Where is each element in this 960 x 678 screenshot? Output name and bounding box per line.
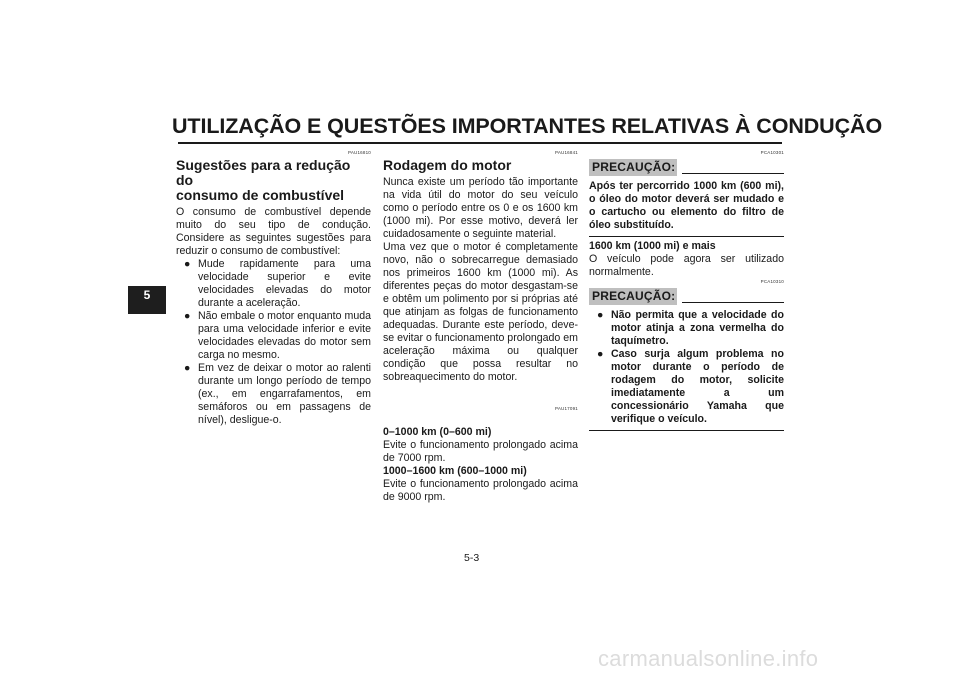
section-heading <box>176 158 371 203</box>
list-item <box>589 348 784 426</box>
paragraph: Evite o funcionamento prolongado acima de 9000 rpm. <box>383 478 578 503</box>
tips-list <box>176 258 371 427</box>
section-code: PAU16841 <box>554 150 578 155</box>
bullet-icon: ● <box>597 309 604 321</box>
caution-rule <box>682 302 784 303</box>
list-item <box>589 309 784 348</box>
column-fuel-tips <box>176 150 371 427</box>
section-code: PCA10301 <box>760 150 784 155</box>
caution-header <box>589 159 784 176</box>
subheading: 1000–1600 km (600–1000 mi) <box>383 465 527 477</box>
bullet-icon: ● <box>597 348 604 360</box>
caution-list <box>589 309 784 426</box>
section-code: PCA10310 <box>760 279 784 284</box>
list-item-text: Não permita que a velocidade do motor atinja a zona vermelha do taquímetro. <box>611 309 784 347</box>
column-cautions <box>589 150 784 431</box>
subheading: 0–1000 km (0–600 mi) <box>383 426 492 438</box>
page-number: 5-3 <box>464 552 480 564</box>
caution-end-rule <box>589 236 784 237</box>
list-item-text: Em vez de deixar o motor ao ralenti durante um longo período de tempo (ex., em engarrafamentos, em semáforos ou em passagens de nível), desligue-o. <box>198 362 371 426</box>
caution-label: PRECAUÇÃO: <box>589 159 677 176</box>
section-heading: Rodagem do motor <box>383 157 512 173</box>
intro-paragraph: O consumo de combustível depende muito do seu tipo de condução. Considere as seguintes sugestões para reduzir o consumo de combustível: <box>176 206 371 257</box>
subheading: 1600 km (1000 mi) e mais <box>589 240 716 252</box>
caution-rule <box>682 173 784 174</box>
section-code: PAU16810 <box>347 150 371 155</box>
bullet-icon: ● <box>184 258 191 270</box>
chapter-tab: 5 <box>128 286 166 314</box>
list-item-text: Não embale o motor enquanto muda para uma velocidade inferior e evite velocidades elevadas do motor sem carga no mesmo. <box>198 310 371 361</box>
list-item <box>176 258 371 310</box>
section-code: PAU17091 <box>554 406 578 411</box>
caution-end-rule <box>589 430 784 431</box>
paragraph: Uma vez que o motor é completamente novo, não o sobrecarregue demasiado nos primeiros 1600 km (1000 mi). As diferentes peças do motor desgastam-se e obtêm um polimento por si próprias até que atinjam as folgas de funcionamento adequadas. Durante este período, deve-se evitar o funcionamento prolongado em aceleração máxima ou qualquer condição que possa resultar no sobreaquecimento do motor. <box>383 241 578 383</box>
column-break-in <box>383 150 578 504</box>
paragraph: O veículo pode agora ser utilizado normalmente. <box>589 253 784 278</box>
page-title: UTILIZAÇÃO E QUESTÕES IMPORTANTES RELATIVAS À CONDUÇÃO <box>172 114 883 138</box>
heading-line-1: Sugestões para a redução do <box>176 157 351 188</box>
heading-line-2: consumo de combustível <box>176 187 345 203</box>
bullet-icon: ● <box>184 310 191 322</box>
list-item-text: Mude rapidamente para uma velocidade superior e evite velocidades elevadas do motor durante a aceleração. <box>198 258 371 309</box>
caution-header <box>589 288 784 305</box>
list-item <box>176 310 371 362</box>
caution-text: Após ter percorrido 1000 km (600 mi), o óleo do motor deverá ser mudado e o cartucho ou elemento do filtro de óleo substituído. <box>589 180 784 231</box>
caution-label: PRECAUÇÃO: <box>589 288 677 305</box>
paragraph: Evite o funcionamento prolongado acima de 7000 rpm. <box>383 439 578 464</box>
list-item <box>176 362 371 427</box>
paragraph: Nunca existe um período tão importante na vida útil do motor do seu veículo como o período entre os 0 e os 1600 km (1000 mi). Por esse motivo, deverá ler cuidadosamente o seguinte material. <box>383 176 578 240</box>
title-underline <box>178 142 782 144</box>
bullet-icon: ● <box>184 362 191 374</box>
watermark: carmanualsonline.info <box>598 646 819 671</box>
list-item-text: Caso surja algum problema no motor durante o período de rodagem do motor, solicite imediatamente a um concessionário Yamaha que verifique o veículo. <box>611 348 784 425</box>
